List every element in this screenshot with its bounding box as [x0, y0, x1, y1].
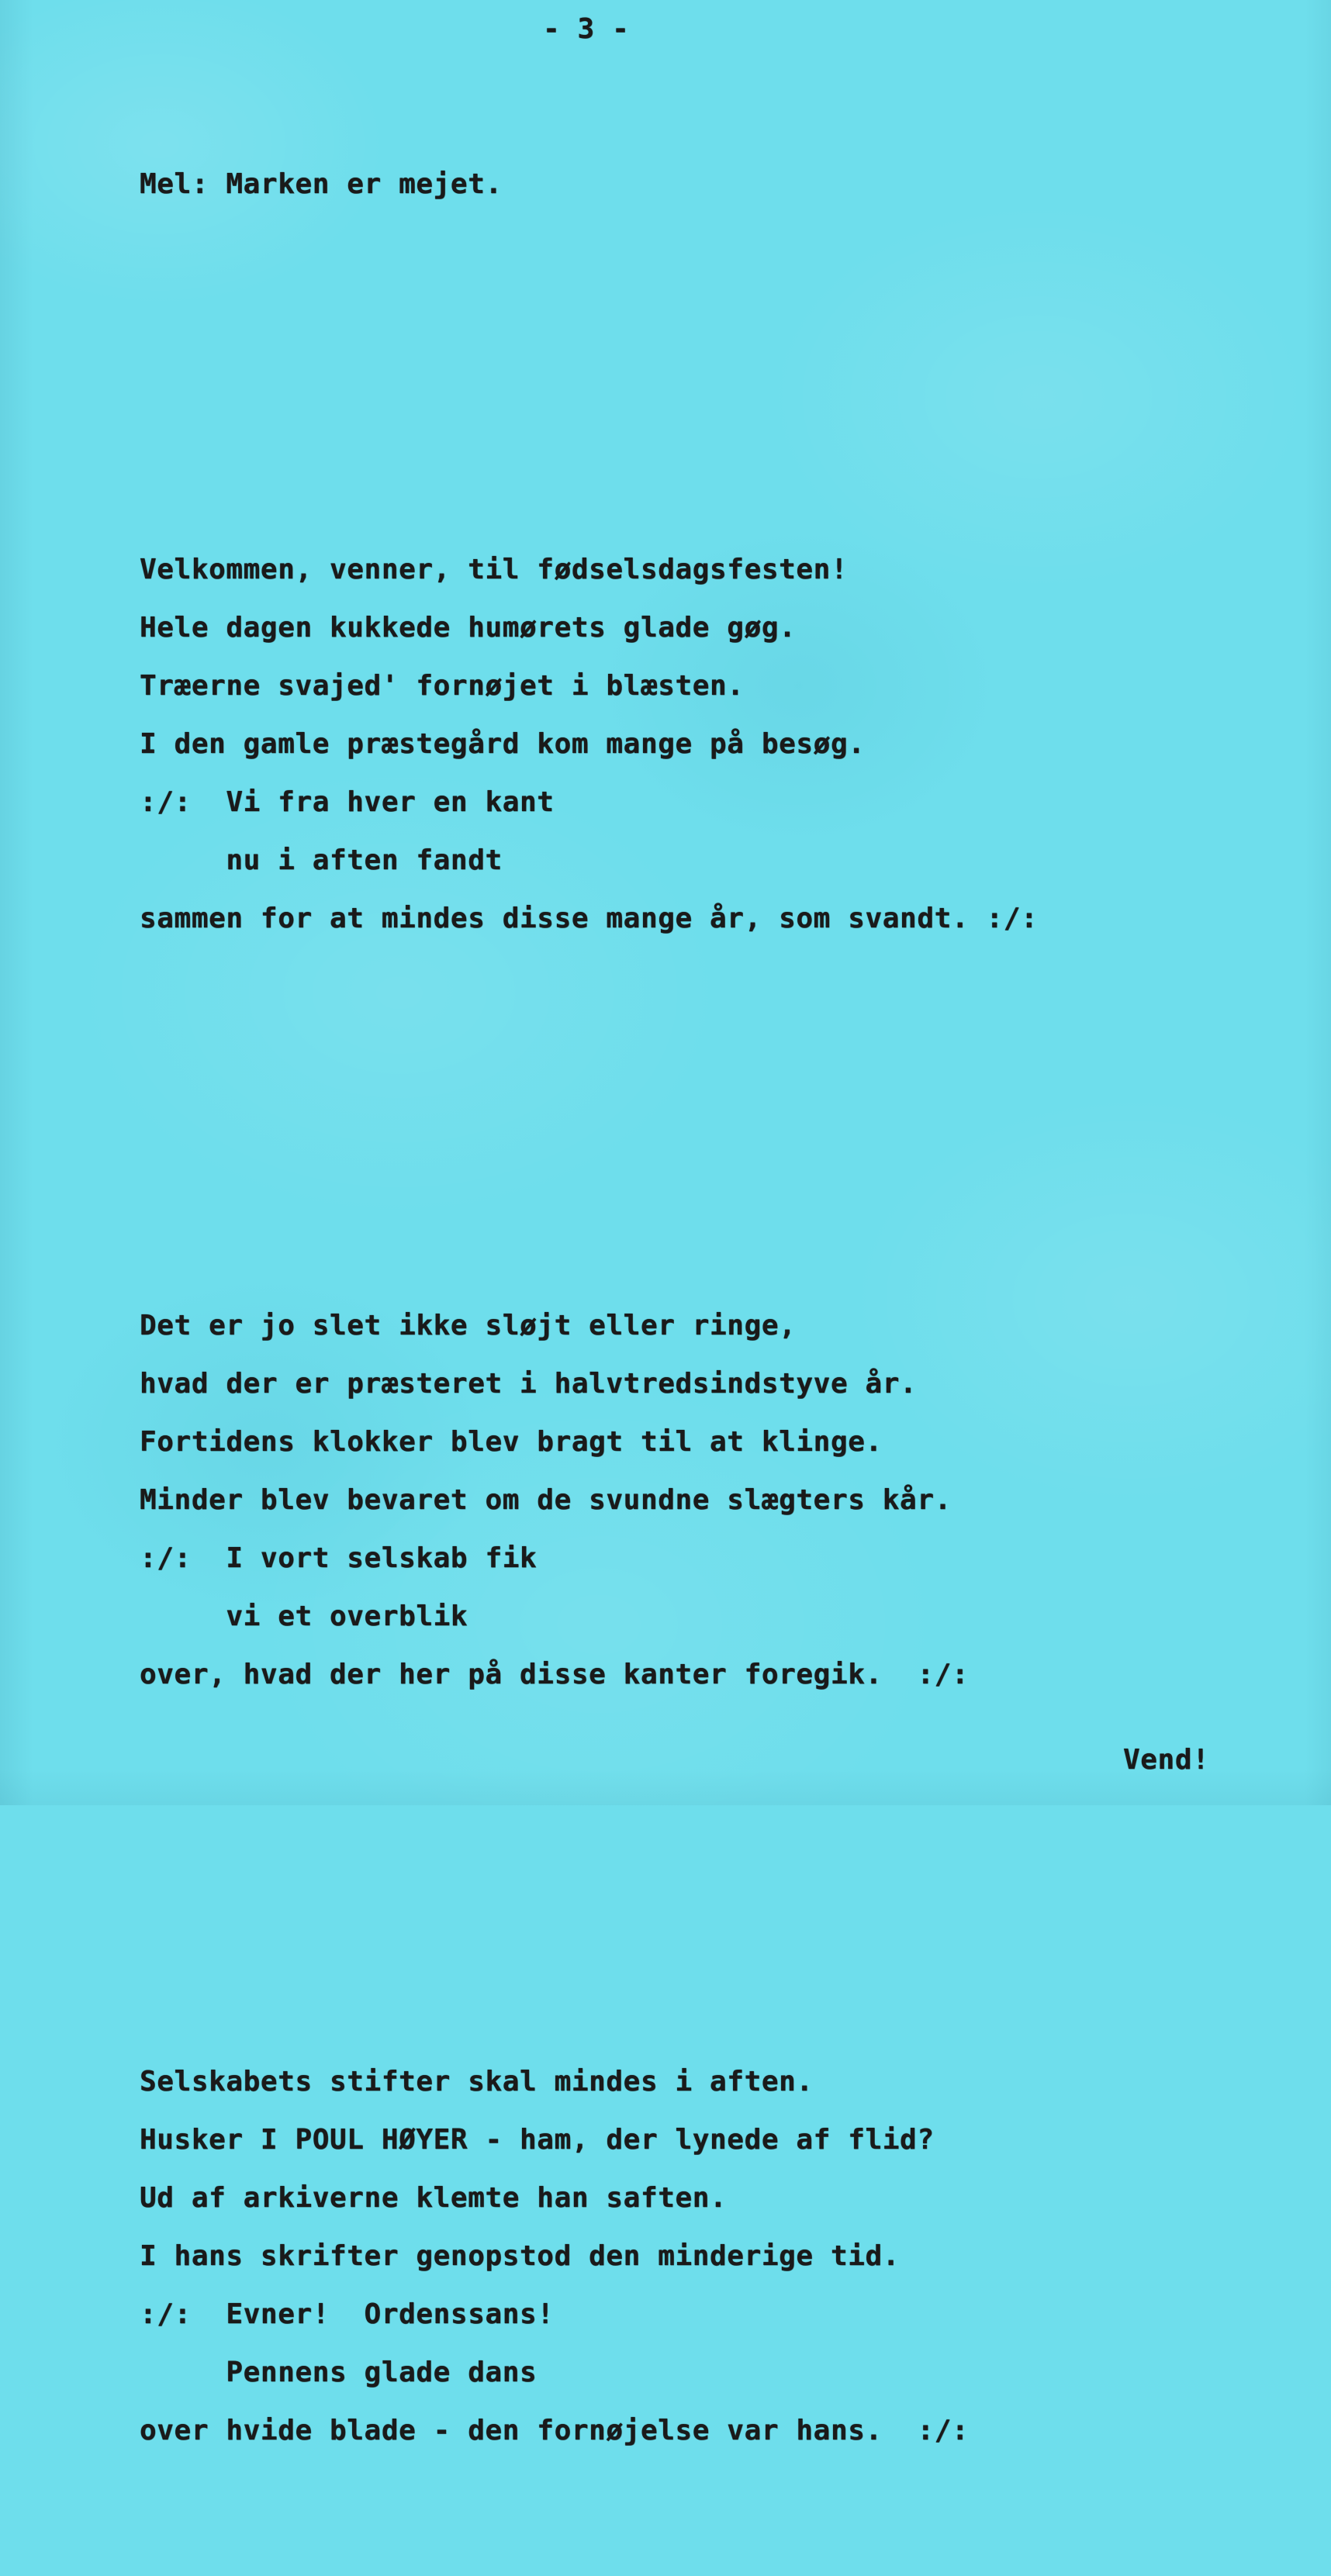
- song-line: Pennens glade dans: [140, 2357, 538, 2388]
- song-line: over, hvad der her på disse kanter foregik. :/:: [140, 1659, 970, 1690]
- song-line: Velkommen, venner, til fødselsdagsfesten!: [140, 554, 849, 585]
- song-line: Minder blev bevaret om de svundne slægters kår.: [140, 1484, 952, 1516]
- song-line: Det er jo slet ikke sløjt eller ringe,: [140, 1310, 797, 1342]
- song-line: I den gamle præstegård kom mange på besøg.: [140, 728, 866, 760]
- song-line: nu i aften fandt: [140, 844, 503, 876]
- song-line: Fortidens klokker blev bragt til at klinge.: [140, 1426, 883, 1458]
- song-line: hvad der er præsteret i halvtredsindstyve år.: [140, 1368, 918, 1400]
- song-line: :/: Evner! Ordenssans!: [140, 2298, 555, 2330]
- song-line: I hans skrifter genopstod den minderige tid.: [140, 2240, 901, 2272]
- page-number: - 3 -: [543, 13, 630, 45]
- melody-title: Mel: Marken er mejet.: [140, 168, 503, 200]
- song-line: vi et overblik: [140, 1601, 468, 1632]
- song-line: Ud af arkiverne klemte han saften.: [140, 2182, 728, 2214]
- song-line: Husker I POUL HØYER - ham, der lynede af flid?: [140, 2124, 935, 2156]
- song-line: Hele dagen kukkede humørets glade gøg.: [140, 612, 797, 644]
- song-line: sammen for at mindes disse mange år, som svandt. :/:: [140, 903, 1039, 934]
- verse-1: [140, 366, 1038, 948]
- song-line: :/: Vi fra hver en kant: [140, 786, 555, 818]
- verse-2: [140, 1122, 1038, 1704]
- song-line: :/: I vort selskab fik: [140, 1542, 538, 1574]
- song-line: Selskabets stifter skal mindes i aften.: [140, 2066, 814, 2098]
- song-line: Træerne svajed' fornøjet i blæsten.: [140, 670, 745, 702]
- song-verses: [140, 250, 1038, 2576]
- verse-3: [140, 1878, 1038, 2460]
- turn-page-note: Vend!: [1123, 1744, 1210, 1776]
- song-line: over hvide blade - den fornøjelse var hans. :/:: [140, 2415, 970, 2447]
